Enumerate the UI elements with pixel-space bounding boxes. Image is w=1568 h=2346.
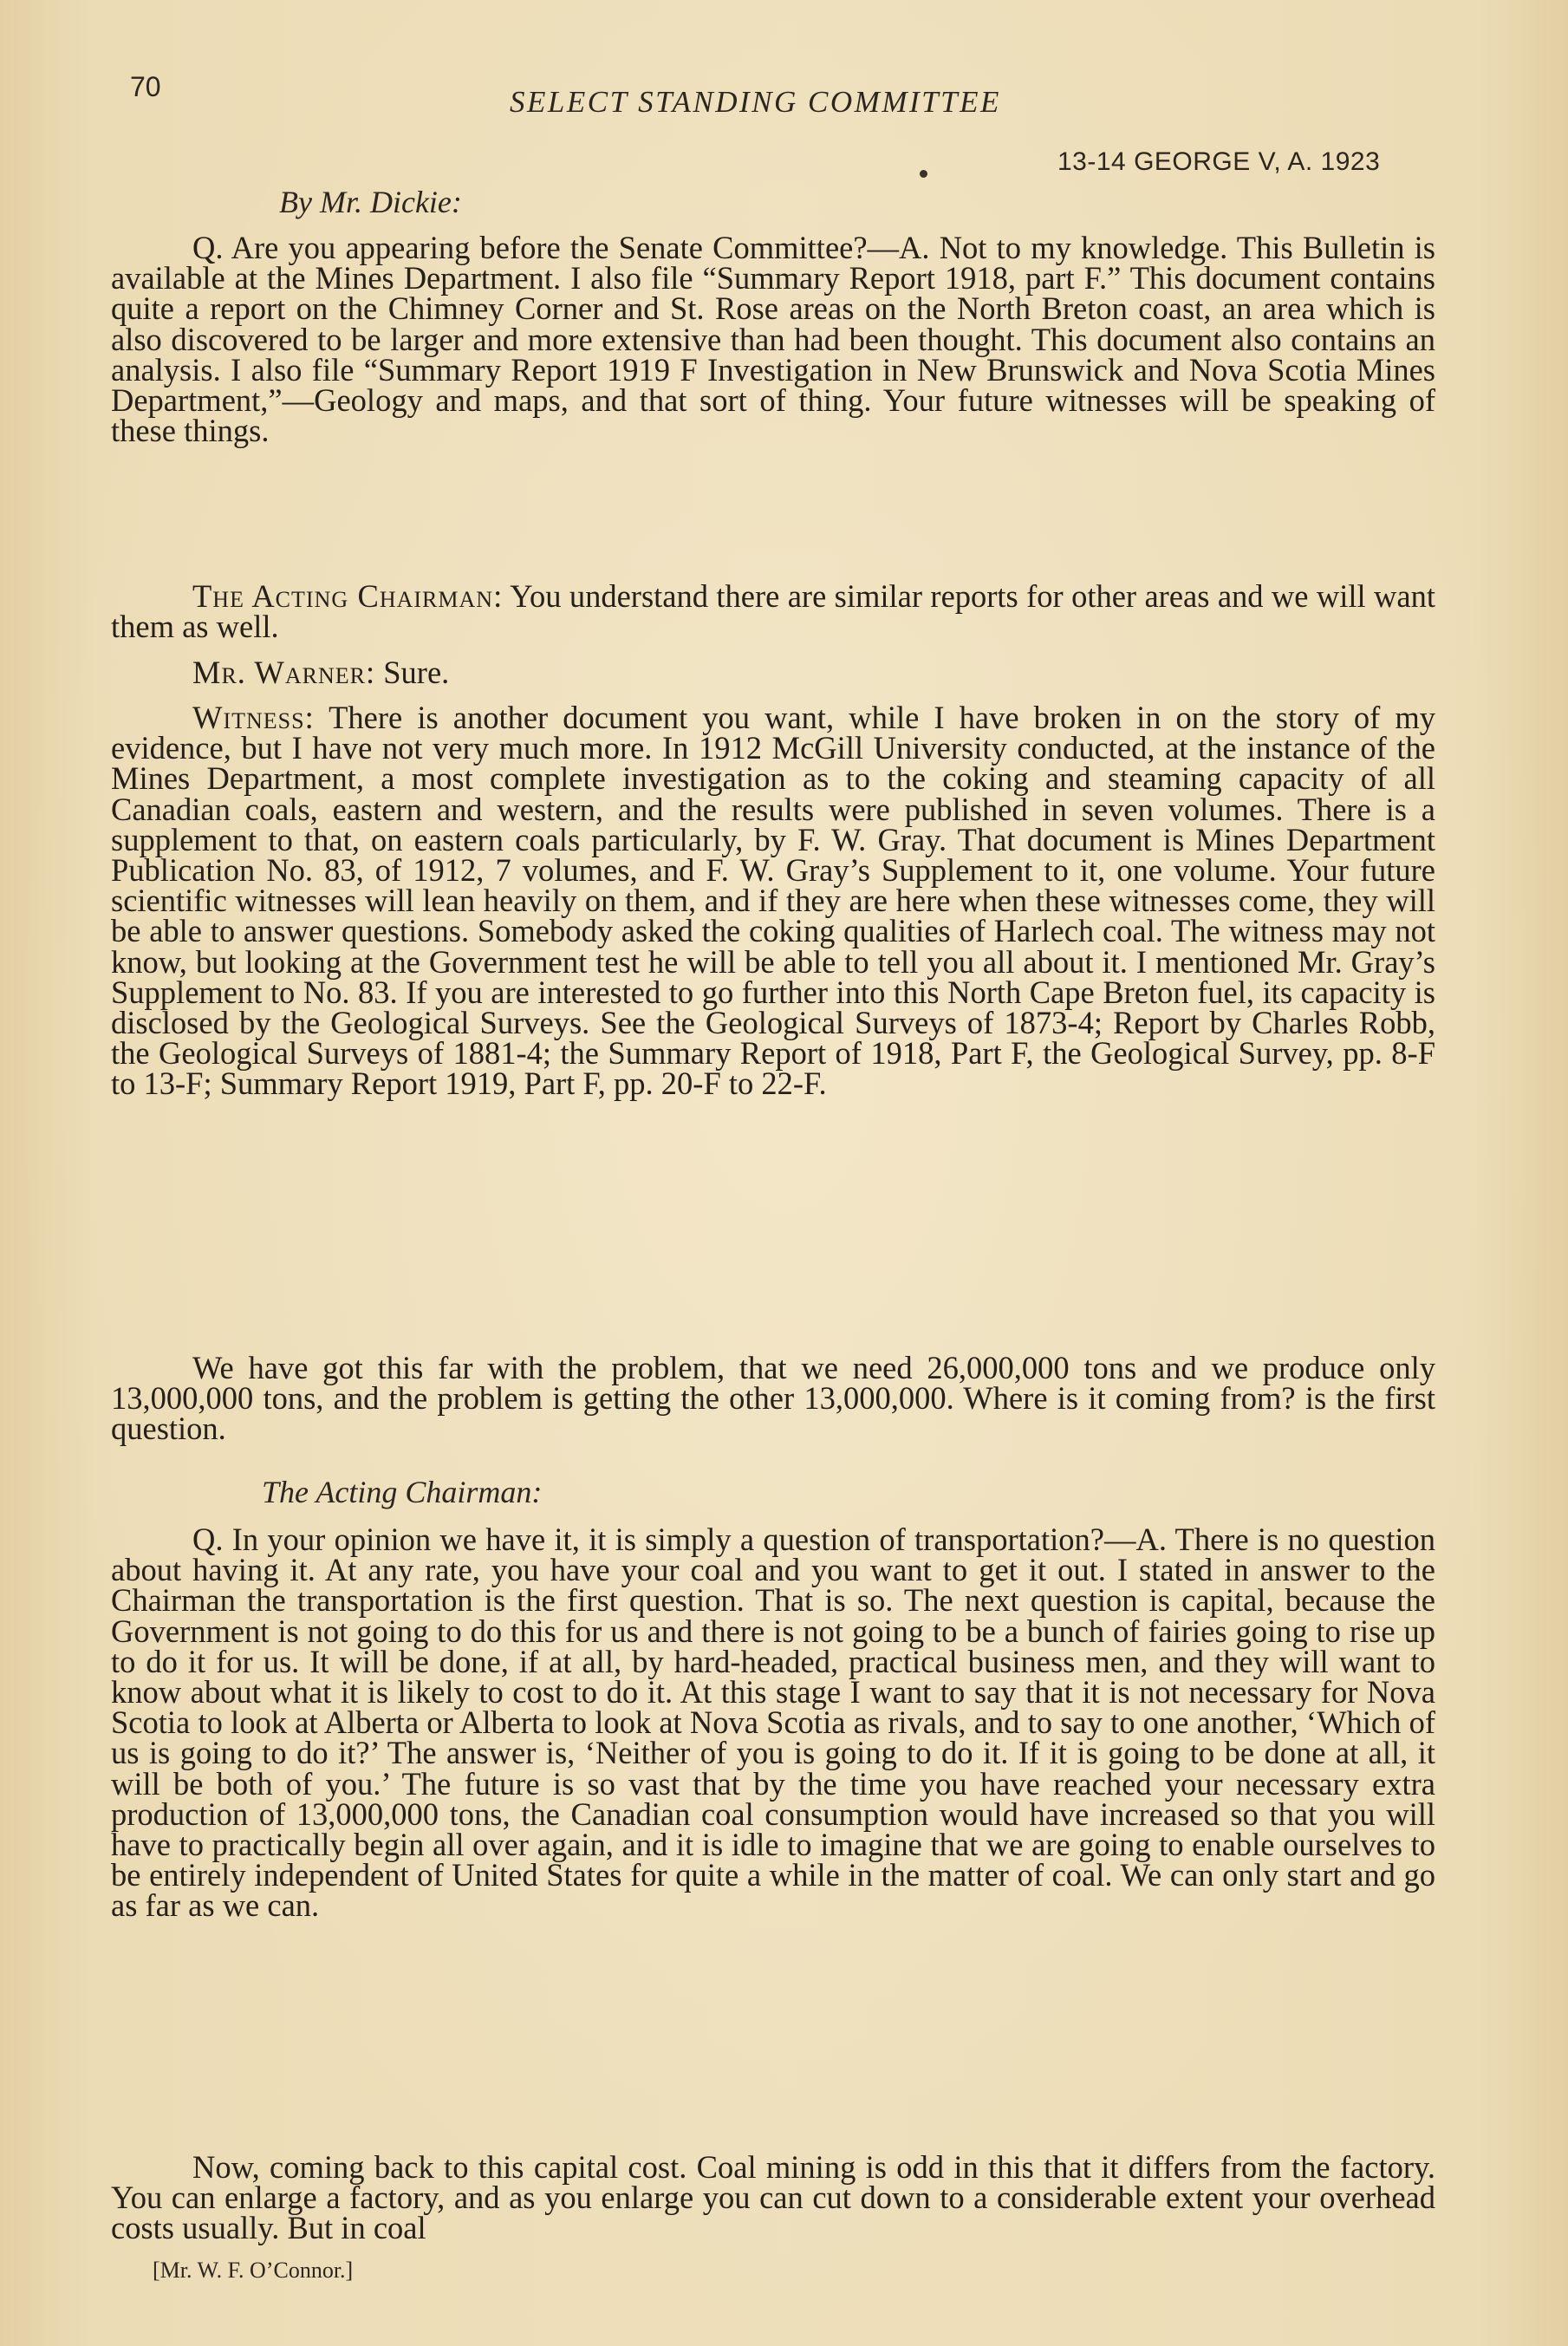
paragraph-problem bbox=[111, 1350, 1435, 1447]
page-number: 70 bbox=[130, 71, 161, 102]
paragraph-transportation bbox=[111, 1522, 1435, 1924]
paragraph-text: We have got this far with the problem, that we need 26,000,000 tons and we produce only 13,000,000 tons, and the problem is getting the other 13,000,000. Where is it coming from? is the first question. bbox=[111, 1350, 1435, 1447]
paragraph-acting-chairman bbox=[111, 578, 1435, 645]
paragraph-text: Now, coming back to this capital cost. Coal mining is odd in this that it differs from the factory. You can enlarge a factory, and as you enlarge you can cut down to a considerable extent your overhead costs usually. But in coal bbox=[111, 2149, 1435, 2246]
paragraph-text: Q. In your opinion we have it, it is simply a question of transportation?—A. There is no question about having it. At any rate, you have your coal and you want to get it out. I stated in answer to the Chairman the transportation is the first question. That is so. The next question is capital, because the Government is not going to do this for us and there is not going to be a bunch of fairies going to rise up to do it for us. It will be done, if at all, by hard-headed, practical business men, and they will want to know about what it is likely to cost to do it. At this stage I want to say that it is not necessary for Nova Scotia to look at Alberta or Alberta to look at Nova Scotia as rivals, and to say to one another, ‘Which of us is going to do it?’ The answer is, ‘Neither of you is going to do it. If it is going to be done at all, it will be both of you.’ The future is so vast that by the time you have reached your necessary extra production of 13,000,000 tons, the Canadian coal consumption would have increased so that you will have to practically begin all over again, and it is idle to imagine that we are going to enable ourselves to be entirely independent of United States for quite a while in the matter of coal. We can only start and go as far as we can. bbox=[111, 1522, 1435, 1924]
speaker-name: Mr. Warner: bbox=[192, 655, 376, 690]
session-line: 13-14 GEORGE V, A. 1923 bbox=[1057, 147, 1381, 176]
paragraph-witness bbox=[111, 700, 1435, 1102]
paragraph-dickie-question bbox=[111, 230, 1435, 449]
paragraph-text: There is another document you want, while I have broken in on the story of my evidence, but I have not very much more. In 1912 McGill University conducted, at the instance of the Mines Department, a most complete investigation as to the coking and steaming capacity of all Canadian coals, eastern and western, and the results were published in seven volumes. There is a supplement to that, on eastern coals particularly, by F. W. Gray. That document is Mines Department Publication No. 83, of 1912, 7 volumes, and F. W. Gray’s Supplement to it, one volume. Your future scientific witnesses will lean heavily on them, and if they are here when these witnesses come, they will be able to answer questions. Somebody asked the coking qualities of Harlech coal. The witness may not know, but looking at the Government test he will be able to tell you all about it. I mentioned Mr. Gray’s Supplement to No. 83. If you are interested to go further into this North Cape Breton fuel, its capacity is disclosed by the Geological Surveys. See the Geological Surveys of 1873-4; Report by Charles Robb, the Geological Surveys of 1881-4; the Summary Report of 1918, Part F, the Geological Survey, pp. 8-F to 13-F; Summary Report 1919, Part F, pp. 20-F to 22-F. bbox=[111, 700, 1435, 1102]
speaker-name: Witness: bbox=[192, 700, 315, 735]
paragraph-text: You understand there are similar reports for other areas and we will want them as well. bbox=[111, 578, 1435, 645]
section-heading-dickie: By Mr. Dickie: bbox=[279, 185, 462, 219]
footer-signature: [Mr. W. F. O’Connor.] bbox=[153, 2258, 354, 2283]
section-heading-acting-chairman: The Acting Chairman: bbox=[262, 1475, 543, 1509]
running-head: SELECT STANDING COMMITTEE bbox=[510, 85, 1001, 119]
speaker-name: The Acting Chairman: bbox=[192, 578, 504, 614]
paragraph-capital-cost bbox=[111, 2149, 1435, 2246]
paragraph-text: Sure. bbox=[383, 655, 450, 690]
ink-dot bbox=[920, 170, 927, 178]
paragraph-mr-warner bbox=[111, 657, 1435, 688]
paragraph-text: Q. Are you appearing before the Senate Committee?—A. Not to my knowledge. This Bulletin is available at the Mines Department. I also file “Summary Report 1918, part F.” This document contains quite a report on the Chimney Corner and St. Rose areas on the North Breton coast, an area which is also discovered to be larger and more extensive than had been thought. This document also contains an analysis. I also file “Summary Report 1919 F Investigation in New Brunswick and Nova Scotia Mines Department,”—Geology and maps, and that sort of thing. Your future witnesses will be speaking of these things. bbox=[111, 230, 1435, 449]
